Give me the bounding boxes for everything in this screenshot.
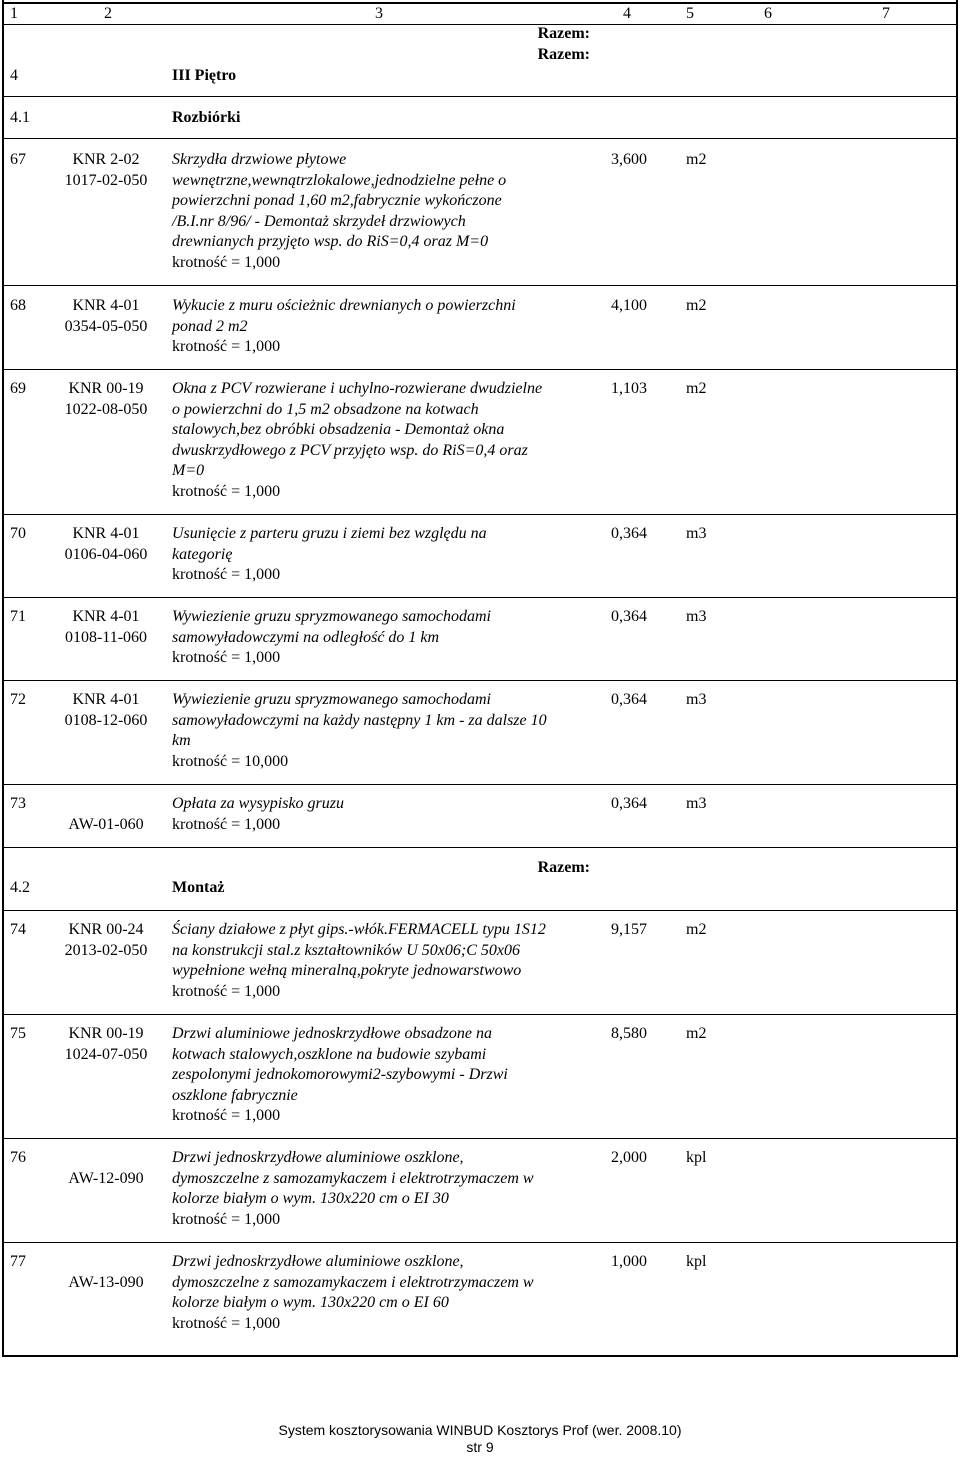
norm-code: 2013-02-050 [64, 942, 148, 959]
quantity: 3,600 [611, 151, 647, 168]
quantity: 0,364 [611, 795, 647, 812]
row-number: 67 [10, 151, 26, 168]
row-number: 77 [10, 1253, 26, 1270]
row-number: 76 [10, 1149, 26, 1166]
quantity: 0,364 [611, 691, 647, 708]
row-number: 71 [10, 608, 26, 625]
item-description: Usunięcie z parteru gruzu i ziemi bez względu na kategorię krotność = 1,000 [172, 525, 487, 584]
item-description: Skrzydła drzwiowe płytowe wewnętrzne,wewnątrzlokalowe,jednodzielne pełne o powierzchni ponad 1,60 m2,fabrycznie wykończone /B.I.nr 8/96/ - Demontaż skrzydeł drzwiowych drewnianych przyjęto wsp. do RiS=0,4 oraz M=0 krotność = 1,000 [172, 151, 507, 271]
norm-code: AW-01-060 [68, 816, 144, 833]
row-divider [2, 369, 958, 370]
item-description: Drzwi jednoskrzydłowe aluminiowe oszklone, dymoszczelne z samozamykaczem i elektrotrzymaczem w kolorze białym o wym. 130x220 cm o EI 30 krotność = 1,000 [172, 1149, 534, 1228]
norm-code: KNR 4-01 [72, 525, 140, 542]
quantity: 0,364 [611, 525, 647, 542]
unit: kpl [686, 1253, 707, 1270]
unit: m2 [686, 380, 707, 397]
row-divider [2, 1138, 958, 1139]
table-left-border [2, 0, 4, 1356]
row-number: 68 [10, 297, 26, 314]
unit: m2 [686, 297, 707, 314]
column-header-2: 2 [104, 5, 112, 22]
section-title: III Piętro [172, 67, 237, 84]
footer-page-number: str 9 [466, 1439, 494, 1455]
subsection-title: Rozbiórki [172, 109, 241, 126]
column-header-3: 3 [375, 5, 383, 22]
row-divider [2, 784, 958, 785]
quantity: 1,000 [611, 1253, 647, 1270]
column-header-1: 1 [10, 5, 18, 22]
column-header-7: 7 [882, 5, 890, 22]
item-description: Okna z PCV rozwierane i uchylno-rozwierane dwudzielne o powierzchni do 1,5 m2 obsadzone na kotwach stalowych,bez obróbki obsadzenia - Demontaż okna dwuskrzydłowego z PCV przyjęto wsp. do RiS=0,4 oraz M=0 krotność = 1,000 [172, 380, 543, 500]
norm-code: 0108-11-060 [64, 629, 148, 646]
row-divider [2, 1014, 958, 1015]
table-right-border [956, 0, 958, 1356]
section-divider [2, 138, 958, 139]
norm-code: 1024-07-050 [64, 1046, 148, 1063]
section-number: 4 [10, 67, 18, 84]
row-divider [2, 597, 958, 598]
item-description: Ściany działowe z płyt gips.-włók.FERMACELL typu 1S12 na konstrukcji stal.z kształtowników U 50x06;C 50x06 wypełnione wełną mineralną,pokryte jednowarstwowo krotność = 1,000 [172, 921, 546, 1000]
row-number: 73 [10, 795, 26, 812]
norm-code: 0354-05-050 [64, 318, 148, 335]
row-number: 70 [10, 525, 26, 542]
subsection-title: Montaż [172, 879, 225, 896]
quantity: 2,000 [611, 1149, 647, 1166]
row-divider [2, 285, 958, 286]
norm-code: AW-12-090 [68, 1170, 144, 1187]
column-header-4: 4 [623, 5, 631, 22]
unit: m2 [686, 151, 707, 168]
unit: kpl [686, 1149, 707, 1166]
row-divider [2, 847, 958, 848]
unit: m2 [686, 921, 707, 938]
norm-code: KNR 00-19 [68, 1025, 144, 1042]
quantity: 0,364 [611, 608, 647, 625]
razem-label: Razem: [537, 25, 590, 42]
row-number: 75 [10, 1025, 26, 1042]
section-divider [2, 910, 958, 911]
row-number: 74 [10, 921, 26, 938]
item-description: Wywiezienie gruzu spryzmowanego samochodami samowyładowczymi na odległość do 1 km krotność = 1,000 [172, 608, 491, 667]
quantity: 9,157 [611, 921, 647, 938]
table-bottom-border [2, 1355, 958, 1357]
unit: m3 [686, 795, 707, 812]
unit: m3 [686, 691, 707, 708]
norm-code: KNR 4-01 [72, 608, 140, 625]
norm-code: 0108-12-060 [64, 712, 148, 729]
column-header-6: 6 [764, 5, 772, 22]
item-description: Wywiezienie gruzu spryzmowanego samochodami samowyładowczymi na każdy następny 1 km - za dalsze 10 km krotność = 10,000 [172, 691, 547, 770]
row-divider [2, 514, 958, 515]
item-description: Drzwi aluminiowe jednoskrzydłowe obsadzone na kotwach stalowych,oszklone na budowie szybami zespolonymi jednokomorowymi2-szybowymi - Drzwi oszklone fabrycznie krotność = 1,000 [172, 1025, 508, 1125]
quantity: 8,580 [611, 1025, 647, 1042]
norm-code: 0106-04-060 [64, 546, 148, 563]
quantity: 4,100 [611, 297, 647, 314]
norm-code: AW-13-090 [68, 1274, 144, 1291]
item-description: Opłata za wysypisko gruzu krotność = 1,000 [172, 795, 344, 833]
unit: m2 [686, 1025, 707, 1042]
subsection-number: 4.1 [10, 109, 30, 126]
norm-code: KNR 4-01 [72, 297, 140, 314]
unit: m3 [686, 525, 707, 542]
unit: m3 [686, 608, 707, 625]
row-number: 69 [10, 380, 26, 397]
row-number: 72 [10, 691, 26, 708]
header-divider [2, 24, 958, 25]
section-divider [2, 96, 958, 97]
razem-label: Razem: [537, 859, 590, 876]
norm-code: KNR 00-24 [68, 921, 144, 938]
quantity: 1,103 [611, 380, 647, 397]
footer-software: System kosztorysowania WINBUD Kosztorys Prof (wer. 2008.10) [278, 1422, 682, 1438]
norm-code: KNR 4-01 [72, 691, 140, 708]
row-divider [2, 680, 958, 681]
razem-label: Razem: [537, 46, 590, 63]
subsection-number: 4.2 [10, 879, 30, 896]
norm-code: KNR 2-02 [72, 151, 140, 168]
norm-code: 1017-02-050 [64, 172, 148, 189]
norm-code: KNR 00-19 [68, 380, 144, 397]
item-description: Wykucie z muru ościeżnic drewnianych o powierzchni ponad 2 m2 krotność = 1,000 [172, 297, 516, 356]
column-header-5: 5 [686, 5, 694, 22]
row-divider [2, 1242, 958, 1243]
norm-code: 1022-08-050 [64, 401, 148, 418]
item-description: Drzwi jednoskrzydłowe aluminiowe oszklone, dymoszczelne z samozamykaczem i elektrotrzymaczem w kolorze białym o wym. 130x220 cm o EI 60 krotność = 1,000 [172, 1253, 534, 1332]
table-top-border [2, 2, 958, 4]
